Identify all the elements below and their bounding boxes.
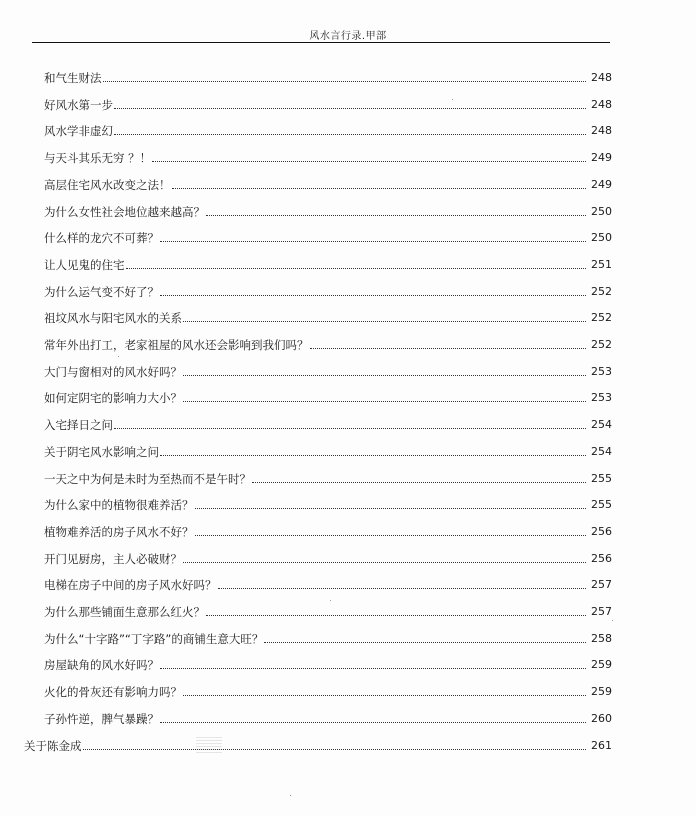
toc-entry-title: 子孙忤逆，脾气暴躁？ <box>44 711 159 726</box>
toc-entry-title: 常年外出打工，老家祖屋的风水还会影响到我们吗？ <box>44 338 309 352</box>
toc-entry <box>44 172 612 192</box>
toc-entry-page-number: 255 <box>591 498 612 512</box>
toc-entry-page-number: 252 <box>591 284 612 298</box>
toc-entry-title: 为什么运气变不好了？ <box>44 284 159 299</box>
toc-entry <box>44 706 612 726</box>
scan-speck <box>452 99 453 100</box>
toc-entry <box>44 492 612 512</box>
toc-entry-title: 房屋缺角的风水好吗？ <box>44 658 159 673</box>
toc-dot-leader <box>160 455 586 456</box>
toc-dot-leader <box>183 321 586 322</box>
toc-dot-leader <box>83 749 587 750</box>
toc-entry-title: 为什么“十字路”“丁字路”的商铺生意大旺？ <box>44 631 264 646</box>
toc-entry-title: 祖坟风水与阳宅风水的关系 <box>44 311 182 326</box>
toc-entry <box>44 385 612 405</box>
toc-dot-leader <box>183 401 586 402</box>
toc-entry <box>44 626 612 646</box>
running-header: 风水言行录.甲部 <box>309 31 387 42</box>
scan-smudge <box>196 735 222 753</box>
toc-entry-title: 让人见鬼的住宅 <box>44 257 125 272</box>
toc-entry-page-number: 259 <box>591 685 612 699</box>
toc-entry-page-number: 256 <box>591 551 612 565</box>
toc-dot-leader <box>160 668 586 669</box>
toc-entry <box>44 225 612 245</box>
toc-entry <box>44 252 612 272</box>
toc-entry <box>44 118 612 138</box>
toc-entry-title: 为什么女性社会地位越来越高？ <box>44 204 205 219</box>
toc-entry <box>44 599 612 619</box>
toc-entry <box>44 572 612 592</box>
toc-entry <box>44 519 612 539</box>
toc-entry <box>44 332 612 352</box>
toc-entry-title: 植物难养活的房子风水不好？ <box>44 524 194 539</box>
toc-entry-title: 好风水第一步 <box>44 97 113 112</box>
toc-dot-leader <box>103 81 587 82</box>
toc-entry-page-number: 253 <box>591 364 612 378</box>
toc-entry-title: 开门见厨房，主人必破财？ <box>44 551 182 566</box>
toc-entry <box>44 439 612 459</box>
scan-speck <box>330 600 331 601</box>
toc-entry-title: 大门与窗相对的风水好吗？ <box>44 364 182 379</box>
toc-entry-page-number: 250 <box>591 204 612 218</box>
toc-entry-page-number: 258 <box>591 631 612 645</box>
toc-dot-leader <box>206 615 586 616</box>
toc-dot-leader <box>195 535 587 536</box>
toc-entry <box>44 92 612 112</box>
toc-dot-leader <box>206 215 586 216</box>
toc-entry-title: 什么样的龙穴不可葬？ <box>44 231 159 246</box>
toc-dot-leader <box>264 642 586 643</box>
header-rule <box>32 42 610 43</box>
toc-entry-page-number: 254 <box>591 444 612 458</box>
toc-entry <box>44 652 612 672</box>
toc-entry-page-number: 255 <box>591 471 612 485</box>
toc-entry-title: 与天斗其乐无穷 ？！ <box>44 151 152 166</box>
toc-dot-leader <box>195 508 587 509</box>
toc-entry <box>44 546 612 566</box>
toc-entry-page-number: 252 <box>591 311 612 325</box>
toc-entry-page-number: 259 <box>591 658 612 672</box>
toc-entry-page-number: 254 <box>591 418 612 432</box>
toc-entry <box>44 279 612 299</box>
toc-entry-title: 如何定阴宅的影响力大小？ <box>44 391 182 406</box>
toc-dot-leader <box>114 134 586 135</box>
toc-entry-page-number: 261 <box>591 738 612 752</box>
toc-entry-page-number: 251 <box>591 257 612 271</box>
toc-dot-leader <box>183 695 586 696</box>
toc-entry-title: 一天之中为何是未时为至热而不是午时？ <box>44 471 251 486</box>
toc-entry-title: 为什么那些铺面生意那么红火？ <box>44 605 205 619</box>
toc-entry-title: 风水学非虚幻 <box>44 124 113 139</box>
toc-dot-leader <box>114 108 586 109</box>
toc-entry <box>44 466 612 486</box>
toc-entry-title: 高层住宅风水改变之法！ <box>44 177 171 192</box>
toc-dot-leader <box>172 188 587 189</box>
toc-entry <box>24 733 612 753</box>
toc-dot-leader <box>160 241 586 242</box>
toc-entry-page-number: 248 <box>591 124 612 138</box>
toc-dot-leader <box>160 295 586 296</box>
toc-entry <box>44 359 612 379</box>
toc-entry-page-number: 249 <box>591 151 612 165</box>
scan-speck <box>290 795 291 796</box>
toc-entry-title: 入宅择日之问 <box>44 418 113 433</box>
toc-entry <box>44 679 612 699</box>
toc-dot-leader <box>126 268 587 269</box>
toc-dot-leader <box>310 348 587 349</box>
toc-dot-leader <box>183 375 586 376</box>
toc-entry <box>44 305 612 325</box>
toc-entry-title: 火化的骨灰还有影响力吗？ <box>44 685 182 700</box>
toc-entry-page-number: 252 <box>591 338 612 351</box>
toc-entry-page-number: 257 <box>591 578 612 592</box>
toc-dot-leader <box>152 161 586 162</box>
toc-entry-title: 为什么家中的植物很难养活？ <box>44 498 194 513</box>
toc-entry-page-number: 257 <box>591 605 612 618</box>
toc-dot-leader <box>252 482 586 483</box>
scan-speck <box>612 620 613 621</box>
toc-entry-page-number: 256 <box>591 524 612 538</box>
toc-entry-page-number: 250 <box>591 231 612 245</box>
toc-entry-page-number: 260 <box>591 711 612 725</box>
toc-dot-leader <box>183 562 586 563</box>
toc-entry-page-number: 249 <box>591 177 612 191</box>
toc-entry-title: 关于阴宅风水影响之问 <box>44 444 159 459</box>
toc-dot-leader <box>218 588 587 589</box>
toc-dot-leader <box>160 722 586 723</box>
toc-entry <box>44 65 612 85</box>
toc-dot-leader <box>114 428 586 429</box>
toc-entry <box>44 199 612 219</box>
toc-entry-title: 电梯在房子中间的房子风水好吗？ <box>44 578 217 593</box>
toc-entry-page-number: 253 <box>591 391 612 405</box>
toc-entry-title: 和气生财法 <box>44 71 102 85</box>
toc-entry-page-number: 248 <box>591 97 612 111</box>
toc-entry-title: 关于陈金成 <box>24 738 82 753</box>
toc-entry <box>44 145 612 165</box>
toc-entry <box>44 412 612 432</box>
toc-entry-page-number: 248 <box>591 71 612 84</box>
scan-speck <box>118 356 119 357</box>
